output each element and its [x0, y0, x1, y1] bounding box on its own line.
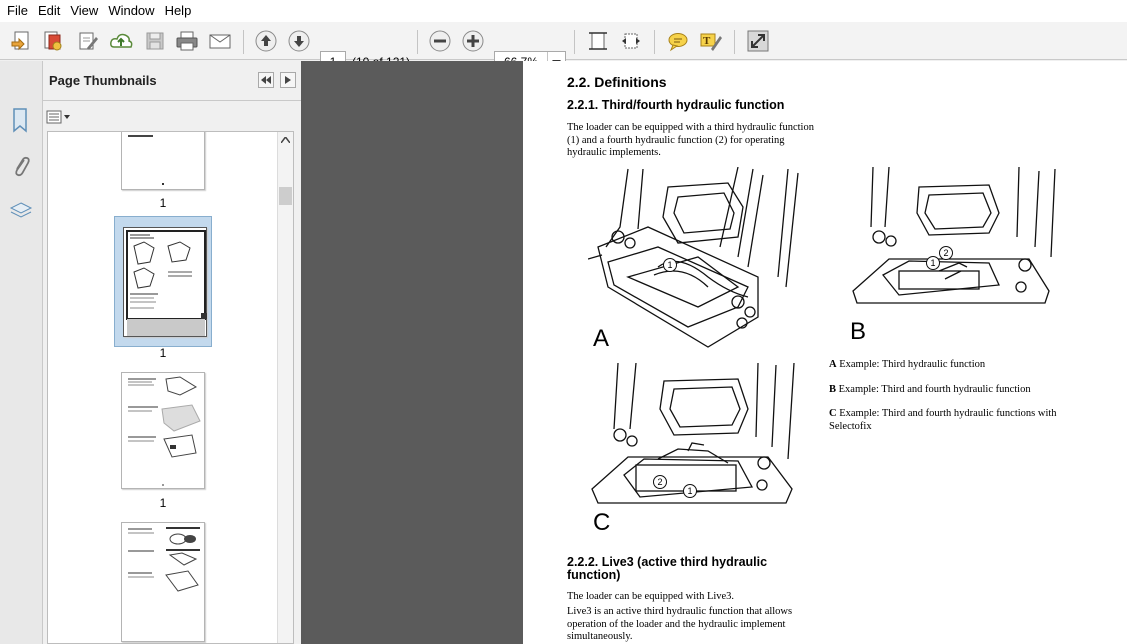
thumbnail-page[interactable]: [121, 522, 205, 642]
callout-2: 2: [653, 475, 667, 489]
create-pdf-icon: [10, 30, 32, 52]
plus-circle-icon: [461, 29, 485, 53]
caption-b: [829, 384, 1069, 397]
section-title: 2.2. Definitions: [567, 74, 667, 90]
options-menu-icon: [45, 109, 73, 125]
speech-bubble-icon: [666, 30, 690, 52]
navigation-pane: [0, 61, 43, 644]
fit-width-icon: [620, 30, 642, 52]
body-line: (1) and a fourth hydraulic function (2) for operating: [567, 134, 785, 146]
fit-width-button[interactable]: [617, 27, 645, 55]
bookmark-icon: [10, 107, 32, 133]
body-line: Live3 is an active third hydraulic function that allows: [567, 606, 793, 617]
caption-a: [829, 359, 1069, 372]
expand-icon: [746, 29, 770, 53]
subsection-body: [567, 606, 827, 644]
caption-text: Example: Third hydraulic function: [836, 359, 986, 370]
subsection-body: [567, 122, 827, 160]
upload-cloud-button[interactable]: [107, 27, 135, 55]
thumbnail-preview: [122, 523, 206, 643]
callout-1: 1: [926, 256, 940, 270]
menu-bar: [0, 0, 1127, 22]
edit-document-icon: [77, 30, 99, 52]
fit-page-icon: [587, 30, 609, 52]
menu-help[interactable]: Help: [164, 3, 192, 18]
next-page-button[interactable]: [285, 27, 313, 55]
caption-c: [829, 408, 1089, 433]
thumbnails-header: [43, 61, 301, 101]
scroll-up-button[interactable]: [278, 132, 293, 148]
thumbnail-label: 1: [159, 346, 167, 360]
paperclip-icon: [10, 154, 32, 180]
print-button[interactable]: [173, 27, 201, 55]
caption-text: Example: Third and fourth hydraulic functions with: [836, 408, 1057, 419]
thumbnail-list: [47, 131, 294, 644]
create-pdf-button[interactable]: [7, 27, 35, 55]
chevron-up-icon: [281, 137, 290, 143]
layers-icon: [9, 199, 33, 223]
svg-text:T: T: [703, 35, 711, 47]
thumbnail-label: 1: [159, 196, 167, 210]
printer-icon: [175, 30, 199, 52]
body-line: The loader can be equipped with a third hydraulic function: [567, 122, 814, 133]
callout-2: 2: [939, 246, 953, 260]
pdf-page: [523, 61, 1127, 644]
figure-letter-c: C: [593, 509, 611, 536]
thumbnail-preview: [124, 228, 208, 338]
callout-1: 1: [683, 484, 697, 498]
fit-page-button[interactable]: [584, 27, 612, 55]
panel-title: Page Thumbnails: [49, 73, 157, 88]
full-screen-button[interactable]: [744, 27, 772, 55]
caption-text-cont: Selectofix: [829, 420, 872, 432]
body-line: hydraulic implements.: [567, 147, 661, 158]
subsection-body: The loader can be equipped with Live3.: [567, 591, 735, 602]
cloud-upload-icon: [109, 30, 133, 52]
bookmarks-button[interactable]: [7, 106, 35, 134]
subsection-title: [567, 556, 767, 581]
thumbnail-page-current[interactable]: [123, 227, 207, 337]
caption-text: Example: Third and fourth hydraulic function: [836, 384, 1031, 395]
thumbnail-scrollbar[interactable]: [277, 132, 293, 644]
caption-letter: C: [829, 408, 837, 419]
thumbnail-page[interactable]: [121, 372, 205, 489]
toolbar: [0, 22, 1127, 60]
chevron-right-icon: [285, 76, 291, 84]
double-chevron-left-icon: [261, 76, 271, 84]
figure-b-illustration: [849, 167, 1065, 337]
zoom-out-button[interactable]: [426, 27, 454, 55]
figure-a-illustration: [588, 167, 803, 349]
caption-letter: B: [829, 384, 837, 395]
menu-window[interactable]: Window: [108, 3, 155, 18]
thumbnail-options-button[interactable]: [45, 108, 75, 126]
figure-letter-a: A: [593, 325, 610, 352]
scroll-thumb[interactable]: [279, 187, 292, 205]
page-thumbnails-panel: [43, 61, 301, 644]
body-line: simultaneously.: [567, 631, 633, 642]
expand-panel-button[interactable]: [280, 72, 296, 88]
combine-files-icon: [42, 30, 64, 52]
email-button[interactable]: [206, 27, 234, 55]
menu-file[interactable]: File: [7, 3, 28, 18]
subsection-title: 2.2.1. Third/fourth hydraulic function: [567, 98, 785, 112]
previous-page-button[interactable]: [252, 27, 280, 55]
comment-button[interactable]: [664, 27, 692, 55]
arrow-down-circle-icon: [287, 29, 311, 53]
caption-letter: A: [829, 359, 837, 370]
thumbnail-preview: [122, 373, 206, 490]
callout-1: 1: [663, 258, 677, 272]
attachments-button[interactable]: [7, 153, 35, 181]
thumbnail-page[interactable]: [121, 131, 205, 190]
save-icon: [144, 30, 166, 52]
save-button[interactable]: [141, 27, 169, 55]
minus-circle-icon: [428, 29, 452, 53]
thumbnail-label: 1: [159, 496, 167, 510]
edit-pdf-button[interactable]: [74, 27, 102, 55]
combine-files-button[interactable]: [39, 27, 67, 55]
arrow-up-circle-icon: [254, 29, 278, 53]
layers-button[interactable]: [7, 197, 35, 225]
menu-edit[interactable]: Edit: [37, 3, 61, 18]
highlight-button[interactable]: [697, 27, 725, 55]
menu-view[interactable]: View: [70, 3, 99, 18]
body-line: operation of the loader and the hydraulic implement: [567, 618, 786, 630]
document-viewer: [305, 61, 1127, 644]
collapse-panel-button[interactable]: [258, 72, 274, 88]
figure-c-illustration: [588, 363, 803, 533]
zoom-in-button[interactable]: [459, 27, 487, 55]
title-line: function): [567, 567, 621, 582]
envelope-icon: [208, 30, 232, 52]
highlighter-icon: [699, 30, 723, 52]
title-line: 2.2.2. Live3 (active third hydraulic: [567, 555, 768, 569]
figure-letter-b: B: [850, 318, 867, 345]
